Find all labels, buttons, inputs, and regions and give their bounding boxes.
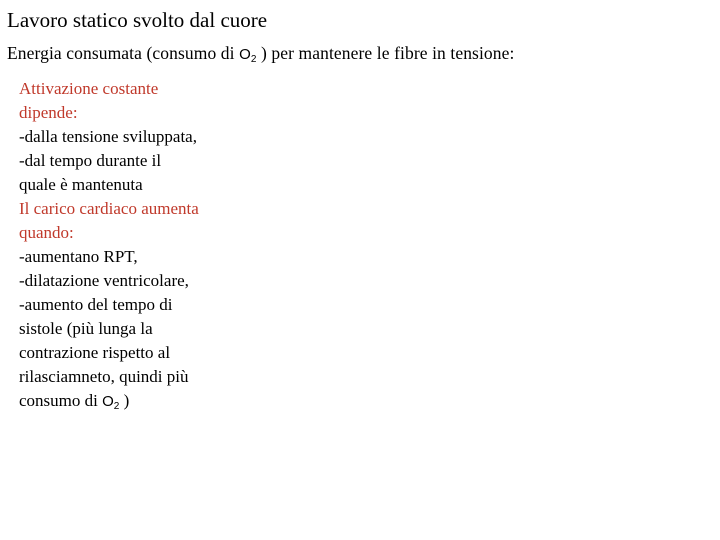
body-line-9: -dilatazione ventricolare, [19, 271, 189, 290]
last-line-text-after: ) [119, 391, 130, 410]
last-line-text-before: consumo di [19, 391, 103, 410]
slide-subtitle [7, 41, 514, 67]
body-line-2: dipende: [19, 103, 78, 122]
body-line-14 [19, 389, 249, 413]
subtitle-text-after: ) per mantenere le fibre in tensione: [256, 43, 515, 63]
body-line-1: Attivazione costante [19, 79, 159, 98]
body-line-3: -dalla tensione sviluppata, [19, 127, 197, 146]
o2-letter: O [102, 393, 114, 410]
o2-formula [102, 393, 119, 410]
body-text-block [19, 77, 249, 413]
body-line-8: -aumentano RPT, [19, 247, 138, 266]
body-line-13: rilasciamneto, quindi più [19, 367, 189, 386]
slide-title: Lavoro statico svolto dal cuore [7, 8, 268, 32]
o2-letter: O [239, 46, 251, 63]
body-line-12: contrazione rispetto al [19, 343, 171, 362]
body-line-10: -aumento del tempo di [19, 295, 173, 314]
body-line-5: quale è mantenuta [19, 175, 143, 194]
body-line-11: sistole (più lunga la [19, 319, 153, 338]
o2-subscript: 2 [113, 401, 120, 412]
subtitle-text-before: Energia consumata (consumo di [7, 43, 240, 63]
body-line-7: quando: [19, 223, 74, 242]
o2-formula [239, 46, 256, 63]
body-line-6: Il carico cardiaco aumenta [19, 199, 199, 218]
o2-subscript: 2 [250, 54, 257, 65]
body-line-4: -dal tempo durante il [19, 151, 162, 170]
